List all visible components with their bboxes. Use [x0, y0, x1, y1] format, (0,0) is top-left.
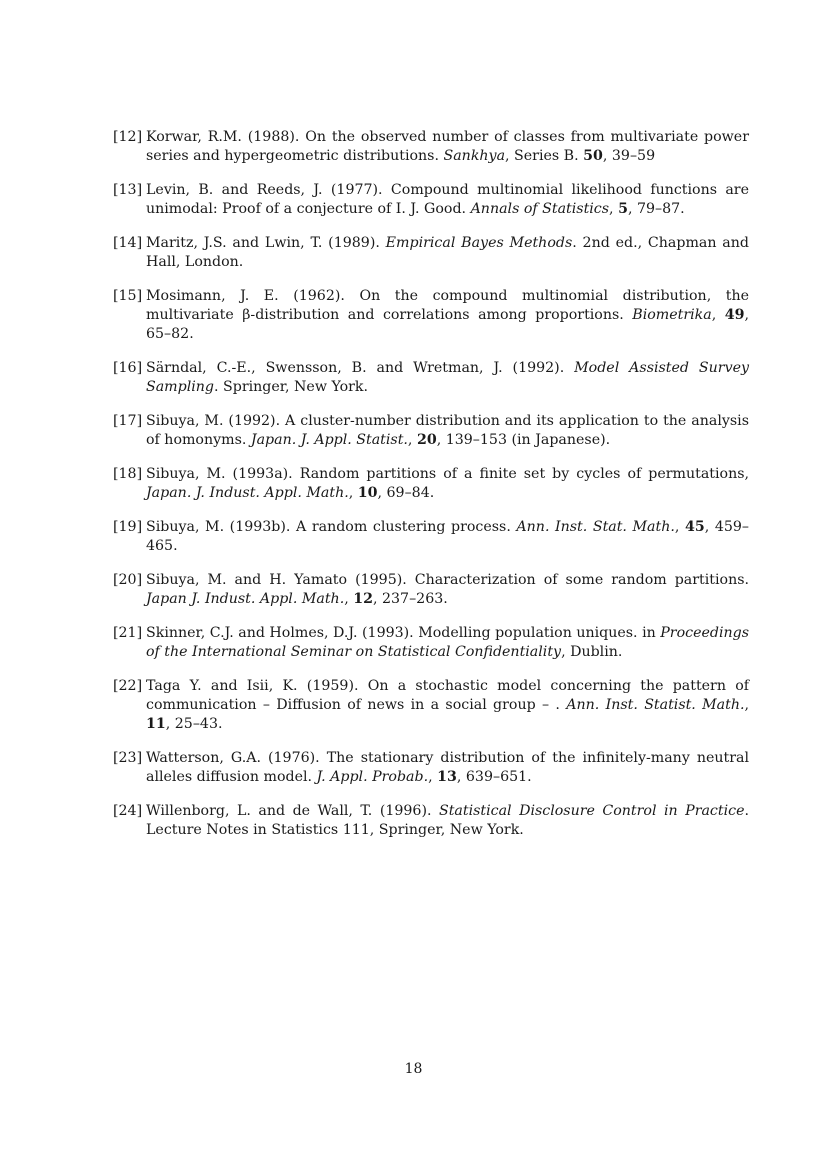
reference-segment: , — [609, 201, 619, 217]
reference-number: [17] — [113, 413, 143, 429]
reference-number: [22] — [113, 678, 143, 694]
reference-segment: , — [674, 519, 685, 535]
reference-title: Ann. Inst. Stat. Math. — [516, 519, 675, 535]
page-number: 18 — [404, 1061, 423, 1077]
reference-text — [146, 360, 749, 395]
reference-entry — [113, 287, 749, 344]
reference-volume: 49 — [724, 307, 745, 323]
reference-text — [146, 129, 749, 164]
reference-title: Empirical Bayes Methods — [385, 235, 573, 251]
reference-text — [146, 235, 749, 270]
reference-title: J. Appl. Probab. — [316, 769, 429, 785]
reference-title: Ann. Inst. Statist. Math. — [566, 697, 745, 713]
reference-segment: , 237–263. — [372, 591, 448, 607]
reference-volume: 20 — [416, 432, 437, 448]
reference-segment: Skinner, C.J. and Holmes, D.J. (1993). Modelling population uniques. in — [146, 625, 661, 641]
reference-volume: 11 — [146, 716, 166, 732]
reference-segment: Watterson, G.A. (1976). The stationary distribution of the infinitely-many neutral alleles diffusion model. — [146, 750, 749, 785]
reference-segment: , 139–153 (in Japanese). — [436, 432, 611, 448]
reference-text — [146, 803, 749, 838]
reference-text — [146, 519, 749, 554]
reference-segment: , — [348, 485, 358, 501]
reference-segment: , 65–82. — [146, 307, 749, 342]
reference-volume: 45 — [684, 519, 705, 535]
reference-segment: . Lecture Notes in Statistics 111, Springer, New York. — [146, 803, 749, 838]
reference-number: [20] — [113, 572, 143, 588]
reference-entry — [113, 465, 749, 503]
reference-title: Model Assisted Survey Sampling — [146, 360, 749, 395]
reference-segment: Taga Y. and Isii, K. (1959). On a stochastic model concerning the pattern of communication – Diffusion of news in a social group – . — [146, 678, 749, 713]
reference-entry — [113, 234, 749, 272]
reference-segment: Sibuya, M. (1992). A cluster-number distribution and its application to the analysis of homonyms. — [146, 413, 749, 448]
reference-volume: 10 — [357, 485, 378, 501]
reference-segment: , 639–651. — [456, 769, 532, 785]
reference-text — [146, 572, 749, 607]
reference-volume: 50 — [583, 148, 603, 164]
reference-segment: Maritz, J.S. and Lwin, T. (1989). — [146, 235, 386, 251]
reference-segment: Korwar, R.M. (1988). On the observed number of classes from multivariate power series and hypergeometric distributions. — [146, 129, 749, 164]
reference-text — [146, 413, 749, 448]
reference-segment: , — [428, 769, 438, 785]
reference-title: Sankhya — [443, 148, 506, 164]
reference-number: [16] — [113, 360, 143, 376]
reference-entry — [113, 571, 749, 609]
reference-number: [12] — [113, 129, 143, 145]
reference-segment: , 69–84. — [377, 485, 435, 501]
reference-entry — [113, 802, 749, 840]
reference-title: Statistical Disclosure Control in Practice — [439, 803, 745, 819]
reference-text — [146, 750, 749, 785]
reference-entry — [113, 128, 749, 166]
reference-volume: 5 — [618, 201, 628, 217]
reference-number: [23] — [113, 750, 143, 766]
reference-entry — [113, 677, 749, 734]
reference-volume: 12 — [353, 591, 373, 607]
reference-segment: , — [344, 591, 354, 607]
reference-text — [146, 625, 749, 660]
reference-number: [24] — [113, 803, 143, 819]
reference-list — [113, 128, 749, 855]
reference-entry — [113, 181, 749, 219]
reference-text — [146, 288, 749, 342]
reference-segment: , 39–59 — [602, 148, 656, 164]
reference-segment: Särndal, C.-E., Swensson, B. and Wretman, J. (1992). — [146, 360, 575, 376]
reference-segment: Sibuya, M. and H. Yamato (1995). Characterization of some random partitions. — [146, 572, 749, 588]
reference-segment: Sibuya, M. (1993a). Random partitions of a finite set by cycles of permutations, — [146, 466, 749, 482]
reference-text — [146, 182, 749, 217]
reference-segment: . Springer, New York. — [214, 379, 369, 395]
reference-segment: , — [711, 307, 725, 323]
reference-title: Japan. J. Appl. Statist. — [250, 432, 408, 448]
reference-entry — [113, 624, 749, 662]
reference-title: Proceedings of the International Seminar on Statistical Confidentiality — [146, 625, 749, 660]
reference-title: Japan. J. Indust. Appl. Math. — [146, 485, 349, 501]
reference-number: [15] — [113, 288, 143, 304]
reference-text — [146, 466, 749, 501]
reference-entry — [113, 518, 749, 556]
reference-segment: , — [407, 432, 417, 448]
reference-segment: , Dublin. — [561, 644, 623, 660]
reference-segment: , — [744, 697, 749, 713]
reference-title: Biometrika — [632, 307, 712, 323]
reference-segment: Willenborg, L. and de Wall, T. (1996). — [146, 803, 439, 819]
reference-text — [146, 678, 749, 732]
reference-segment: , 79–87. — [627, 201, 685, 217]
reference-number: [13] — [113, 182, 143, 198]
reference-entry — [113, 412, 749, 450]
reference-title: Japan J. Indust. Appl. Math. — [146, 591, 345, 607]
reference-segment: . 2nd ed., Chapman and Hall, London. — [146, 235, 749, 270]
reference-segment: Mosimann, J. E. (1962). On the compound multinomial distribution, the multivariate β-distribution and correlations among proportions. — [146, 288, 749, 323]
reference-number: [14] — [113, 235, 143, 251]
reference-number: [21] — [113, 625, 143, 641]
reference-number: [19] — [113, 519, 143, 535]
reference-segment: Sibuya, M. (1993b). A random clustering process. — [146, 519, 517, 535]
reference-entry — [113, 749, 749, 787]
reference-volume: 13 — [437, 769, 457, 785]
reference-segment: , 25–43. — [165, 716, 223, 732]
reference-number: [18] — [113, 466, 143, 482]
reference-segment: , Series B. — [505, 148, 584, 164]
reference-entry — [113, 359, 749, 397]
reference-segment: Levin, B. and Reeds, J. (1977). Compound multinomial likelihood functions are unimodal: Proof of a conjecture of I. J. Good. — [146, 182, 749, 217]
reference-segment: , 459–465. — [146, 519, 750, 554]
reference-title: Annals of Statistics — [470, 201, 610, 217]
